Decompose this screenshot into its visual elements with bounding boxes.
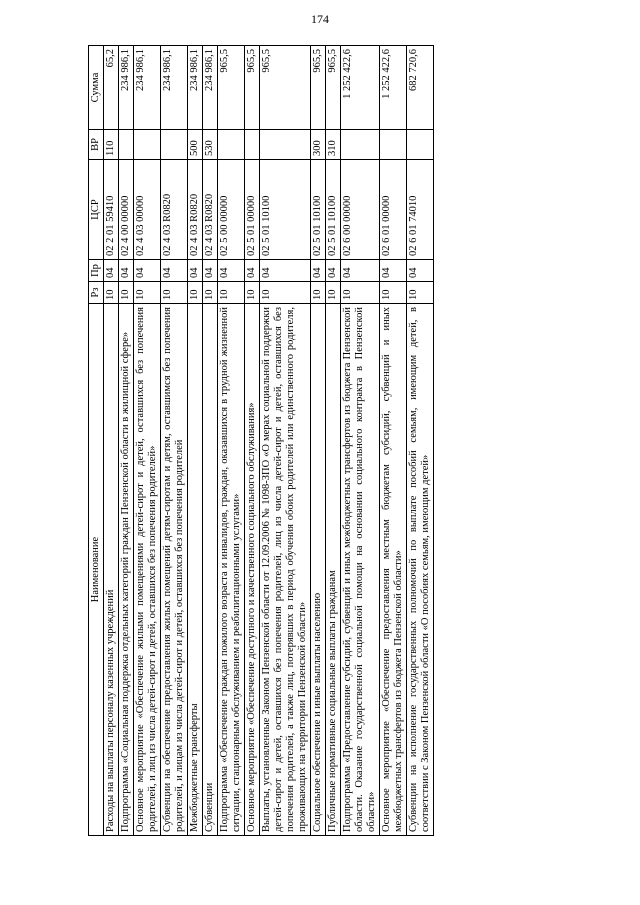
cell-csr: 02 4 03 R0820 <box>188 160 203 260</box>
cell-sum: 1 252 422,6 <box>380 46 407 130</box>
cell-sum: 965,5 <box>326 46 341 130</box>
table-row <box>134 46 161 836</box>
cell-csr: 02 5 01 00000 <box>245 160 260 260</box>
cell-pr: 04 <box>245 260 260 282</box>
cell-name: Подпрограмма «Обеспечение граждан пожилого возраста и инвалидов, граждан, оказавшихся в трудной жизненной ситуации, стационарным обслуживанием и реабилитационными услугами» <box>218 304 245 836</box>
cell-pr: 04 <box>188 260 203 282</box>
cell-csr: 02 5 00 00000 <box>218 160 245 260</box>
cell-pr: 04 <box>260 260 311 282</box>
cell-name: Социальное обеспечение и иные выплаты населению <box>311 304 326 836</box>
cell-csr: 02 5 01 10100 <box>311 160 326 260</box>
header-sum: Сумма <box>89 46 104 130</box>
cell-sum: 1 252 422,6 <box>341 46 380 130</box>
cell-sum: 965,5 <box>260 46 311 130</box>
cell-rz: 10 <box>311 282 326 304</box>
cell-sum: 965,5 <box>245 46 260 130</box>
cell-vr <box>341 130 380 160</box>
cell-pr: 04 <box>104 260 119 282</box>
cell-vr: 500 <box>188 130 203 160</box>
cell-vr: 300 <box>311 130 326 160</box>
cell-sum: 234 986,1 <box>188 46 203 130</box>
cell-csr: 02 6 01 00000 <box>380 160 407 260</box>
cell-rz: 10 <box>161 282 188 304</box>
cell-pr: 04 <box>218 260 245 282</box>
header-vr: ВР <box>89 130 104 160</box>
cell-name: Публичные нормативные социальные выплаты гражданам <box>326 304 341 836</box>
header-csr: ЦСР <box>89 160 104 260</box>
cell-pr: 04 <box>407 260 434 282</box>
cell-name: Подпрограмма «Предоставление субсидий, субвенций и иных межбюджетных трансфертов из бюджета Пензенской области. Оказание государственной социальной помощи на основании социального контракта в Пензенской области» <box>341 304 380 836</box>
cell-rz: 10 <box>407 282 434 304</box>
header-name: Наименование <box>89 304 104 836</box>
cell-vr <box>260 130 311 160</box>
table-row <box>203 46 218 836</box>
cell-sum: 965,5 <box>218 46 245 130</box>
table-body <box>104 46 434 836</box>
cell-vr <box>380 130 407 160</box>
table-row <box>311 46 326 836</box>
cell-pr: 04 <box>341 260 380 282</box>
cell-name: Основное мероприятие «Обеспечение доступного и качественного социального обслуживания» <box>245 304 260 836</box>
cell-sum: 65,2 <box>104 46 119 130</box>
table-header-row <box>89 46 104 836</box>
cell-csr: 02 6 01 74010 <box>407 160 434 260</box>
cell-name: Выплаты, установленные Законом Пензенской области от 12.09.2006 № 1098-ЗПО «О мерах социальной поддержки детей-сирот и детей, оставшихся без попечения родителей, лиц из числа детей-сирот и детей, оставшихся без попечения родителей, а также лиц, потерявших в период обучения обоих родителей или единственного родителя, проживающих на территории Пензенской области» <box>260 304 311 836</box>
cell-vr <box>134 130 161 160</box>
cell-pr: 04 <box>161 260 188 282</box>
table-row <box>104 46 119 836</box>
cell-vr <box>407 130 434 160</box>
table-row <box>161 46 188 836</box>
cell-csr: 02 2 01 59410 <box>104 160 119 260</box>
cell-vr: 110 <box>104 130 119 160</box>
cell-rz: 10 <box>188 282 203 304</box>
cell-name: Субвенции <box>203 304 218 836</box>
cell-vr <box>161 130 188 160</box>
cell-sum: 234 986,1 <box>119 46 134 130</box>
cell-csr: 02 4 00 00000 <box>119 160 134 260</box>
cell-sum: 682 720,6 <box>407 46 434 130</box>
cell-vr <box>119 130 134 160</box>
table-row <box>218 46 245 836</box>
table-row <box>341 46 380 836</box>
cell-rz: 10 <box>104 282 119 304</box>
cell-vr <box>218 130 245 160</box>
table-row <box>326 46 341 836</box>
cell-csr: 02 5 01 10100 <box>326 160 341 260</box>
cell-sum: 965,5 <box>311 46 326 130</box>
cell-name: Подпрограмма «Социальная поддержка отдельных категорий граждан Пензенской области в жилищной сфере» <box>119 304 134 836</box>
cell-rz: 10 <box>260 282 311 304</box>
table-row <box>260 46 311 836</box>
cell-vr: 530 <box>203 130 218 160</box>
cell-name: Субвенции на исполнение государственных полномочий по выплате пособий семьям, имеющим детей, в соответствии с Законом Пензенской области «О пособиях семьям, имеющим детей» <box>407 304 434 836</box>
page-number: 174 <box>311 12 329 26</box>
cell-sum: 234 986,1 <box>203 46 218 130</box>
cell-rz: 10 <box>245 282 260 304</box>
cell-csr: 02 4 03 R0820 <box>161 160 188 260</box>
rotated-table-wrapper <box>88 46 578 836</box>
cell-csr: 02 4 03 00000 <box>134 160 161 260</box>
table-row <box>407 46 434 836</box>
cell-name: Основное мероприятие «Обеспечение предоставления местным бюджетам субсидий, субвенций и иных межбюджетных трансфертов из бюджета Пензенской области» <box>380 304 407 836</box>
cell-csr: 02 4 03 R0820 <box>203 160 218 260</box>
cell-name: Межбюджетные трансферты <box>188 304 203 836</box>
table-row <box>119 46 134 836</box>
cell-vr: 310 <box>326 130 341 160</box>
cell-name: Расходы на выплаты персоналу казенных учреждений <box>104 304 119 836</box>
cell-name: Субвенции на обеспечение предоставления жилых помещений детям-сиротам и детям, оставшимся без попечения родителей, и лицам из числа детей-сирот и детей, оставшихся без попечения родителей <box>161 304 188 836</box>
header-rz: Рз <box>89 282 104 304</box>
cell-csr: 02 5 01 10100 <box>260 160 311 260</box>
cell-rz: 10 <box>218 282 245 304</box>
cell-rz: 10 <box>119 282 134 304</box>
table-row <box>245 46 260 836</box>
cell-csr: 02 6 00 00000 <box>341 160 380 260</box>
cell-vr <box>245 130 260 160</box>
cell-rz: 10 <box>380 282 407 304</box>
cell-pr: 04 <box>119 260 134 282</box>
table-row <box>380 46 407 836</box>
budget-table <box>88 45 434 836</box>
header-pr: Пр <box>89 260 104 282</box>
table-row <box>188 46 203 836</box>
cell-pr: 04 <box>203 260 218 282</box>
cell-rz: 10 <box>341 282 380 304</box>
cell-rz: 10 <box>203 282 218 304</box>
cell-pr: 04 <box>326 260 341 282</box>
cell-sum: 234 986,1 <box>134 46 161 130</box>
cell-name: Основное мероприятие «Обеспечение жилыми помещениями детей-сирот и детей, оставшихся без попечения родителей, и лиц из числа детей-сирот и детей, оставшихся без попечения родителей» <box>134 304 161 836</box>
cell-pr: 04 <box>134 260 161 282</box>
cell-pr: 04 <box>311 260 326 282</box>
cell-sum: 234 986,1 <box>161 46 188 130</box>
cell-rz: 10 <box>326 282 341 304</box>
cell-rz: 10 <box>134 282 161 304</box>
cell-pr: 04 <box>380 260 407 282</box>
